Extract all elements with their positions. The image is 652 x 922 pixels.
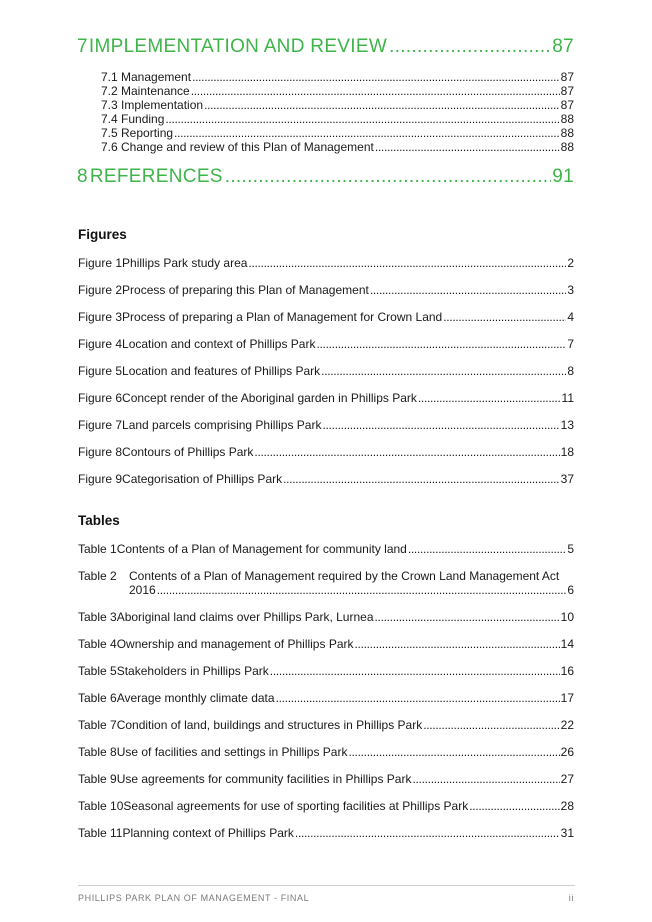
dot-leader <box>355 637 560 651</box>
dot-leader <box>321 364 566 378</box>
figure-label: Figure 9 <box>78 472 123 486</box>
subsection-page: 88 <box>560 112 574 126</box>
chapter-title: REFERENCES <box>89 166 223 187</box>
subsection-page: 87 <box>560 84 574 98</box>
dot-leader <box>375 140 560 154</box>
figure-title: Process of preparing this Plan of Management <box>122 283 369 297</box>
dot-leader <box>412 772 559 786</box>
figure-title: Location and features of Phillips Park <box>122 364 321 378</box>
figure-title: Land parcels comprising Phillips Park <box>122 418 322 432</box>
table-page: 16 <box>560 664 574 678</box>
figure-title: Contours of Phillips Park <box>122 445 254 459</box>
table-entry[interactable] <box>78 691 574 705</box>
table-entry[interactable] <box>78 772 574 786</box>
subsection-page: 88 <box>560 126 574 140</box>
table-title: Use agreements for community facilities in Phillips Park <box>116 772 412 786</box>
dot-leader <box>283 472 560 486</box>
figure-title: Phillips Park study area <box>122 256 248 270</box>
subsection-page: 88 <box>560 140 574 154</box>
table-label: Table 3 <box>78 610 117 624</box>
footer-page-number: ii <box>568 893 574 903</box>
figure-label: Figure 3 <box>78 310 123 324</box>
table-page: 31 <box>560 826 574 840</box>
subsection-label: 7.6 Change and review of this Plan of Management <box>101 140 374 154</box>
table-title: Seasonal agreements for use of sporting facilities at Phillips Park <box>123 799 469 813</box>
figure-page: 18 <box>560 445 574 459</box>
chapter-number: 8 <box>77 166 88 187</box>
tables-heading: Tables <box>78 513 120 528</box>
dot-leader <box>389 36 551 58</box>
table-label: Table 9 <box>78 772 117 786</box>
table-title: Aboriginal land claims over Phillips Park, Lurnea <box>116 610 374 624</box>
table-page: 17 <box>560 691 574 705</box>
subsection-page: 87 <box>560 70 574 84</box>
figure-label: Figure 6 <box>78 391 123 405</box>
dot-leader <box>322 418 559 432</box>
table-entry[interactable] <box>78 799 574 813</box>
table-entry[interactable] <box>78 718 574 732</box>
table-entry[interactable] <box>78 745 574 759</box>
figure-entry[interactable] <box>78 418 574 432</box>
table-page: 10 <box>560 610 574 624</box>
table-label: Table 11 <box>78 826 123 840</box>
subsection-label: 7.5 Reporting <box>101 126 174 140</box>
toc-chapter-7[interactable] <box>77 36 574 58</box>
figure-entry[interactable] <box>78 256 574 270</box>
figures-heading: Figures <box>78 227 127 242</box>
figure-label: Figure 2 <box>78 283 123 297</box>
figure-label: Figure 1 <box>78 256 123 270</box>
dot-leader <box>408 542 566 556</box>
figure-page: 13 <box>560 418 574 432</box>
table-entry[interactable] <box>78 569 574 583</box>
figure-title: Process of preparing a Plan of Management for Crown Land <box>122 310 443 324</box>
table-page: 6 <box>567 583 574 597</box>
subsection-page: 87 <box>560 98 574 112</box>
footer-divider <box>78 885 575 886</box>
dot-leader <box>174 126 560 140</box>
dot-leader <box>191 84 560 98</box>
table-title: Stakeholders in Phillips Park <box>116 664 269 678</box>
dot-leader <box>469 799 559 813</box>
dot-leader <box>276 691 560 705</box>
dot-leader <box>270 664 560 678</box>
table-title: Condition of land, buildings and structures in Phillips Park <box>116 718 423 732</box>
table-page: 5 <box>567 542 574 556</box>
table-title: Average monthly climate data <box>116 691 275 705</box>
table-title: Ownership and management of Phillips Park <box>116 637 354 651</box>
dot-leader <box>254 445 559 459</box>
table-label: Table 6 <box>78 691 117 705</box>
figure-label: Figure 5 <box>78 364 123 378</box>
table-label: Table 2 <box>78 569 117 583</box>
figure-entry[interactable] <box>78 364 574 378</box>
figure-title: Location and context of Phillips Park <box>122 337 316 351</box>
figure-label: Figure 8 <box>78 445 123 459</box>
dot-leader <box>348 745 559 759</box>
dot-leader <box>192 70 560 84</box>
chapter-title: IMPLEMENTATION AND REVIEW <box>88 36 388 57</box>
table-label: Table 7 <box>78 718 117 732</box>
figure-page: 11 <box>561 391 574 405</box>
table-page: 14 <box>560 637 574 651</box>
dot-leader <box>248 256 566 270</box>
dot-leader <box>204 98 560 112</box>
table-label: Table 4 <box>78 637 117 651</box>
table-entry-continuation[interactable] <box>129 583 574 597</box>
toc-chapter-8[interactable] <box>77 166 574 188</box>
toc-subsection[interactable] <box>101 112 574 126</box>
table-label: Table 5 <box>78 664 117 678</box>
table-page: 22 <box>560 718 574 732</box>
table-page: 27 <box>560 772 574 786</box>
dot-leader <box>443 310 566 324</box>
toc-subsection[interactable] <box>101 140 574 154</box>
subsection-label: 7.1 Management <box>101 70 192 84</box>
table-label: Table 1 <box>78 542 117 556</box>
table-title: Use of facilities and settings in Phillips Park <box>116 745 348 759</box>
table-label: Table 10 <box>78 799 124 813</box>
subsection-label: 7.4 Funding <box>101 112 165 126</box>
table-entry[interactable] <box>78 826 574 840</box>
dot-leader <box>418 391 561 405</box>
figure-page: 7 <box>567 337 574 351</box>
dot-leader <box>225 166 552 188</box>
figure-entry[interactable] <box>78 445 574 459</box>
table-title: Contents of a Plan of Management for community land <box>116 542 407 556</box>
figure-entry[interactable] <box>78 310 574 324</box>
toc-subsection[interactable] <box>101 70 574 84</box>
table-page: 26 <box>560 745 574 759</box>
dot-leader <box>295 826 560 840</box>
chapter-page: 87 <box>552 36 574 57</box>
table-title-continued: 2016 <box>129 583 156 597</box>
dot-leader <box>157 583 567 597</box>
footer-document-title: PHILLIPS PARK PLAN OF MANAGEMENT - FINAL <box>78 893 310 903</box>
subsection-label: 7.3 Implementation <box>101 98 204 112</box>
table-title: Contents of a Plan of Management required by the Crown Land Management Act <box>129 569 560 583</box>
figure-entry[interactable] <box>78 337 574 351</box>
dot-leader <box>375 610 560 624</box>
dot-leader <box>423 718 559 732</box>
dot-leader <box>370 283 566 297</box>
toc-subsection[interactable] <box>101 84 574 98</box>
dot-leader <box>165 112 559 126</box>
figure-title: Categorisation of Phillips Park <box>122 472 283 486</box>
table-entry[interactable] <box>78 542 574 556</box>
figure-page: 2 <box>567 256 574 270</box>
figure-page: 4 <box>567 310 574 324</box>
subsection-label: 7.2 Maintenance <box>101 84 190 98</box>
table-label: Table 8 <box>78 745 117 759</box>
table-entry[interactable] <box>78 664 574 678</box>
table-page: 28 <box>560 799 574 813</box>
dot-leader <box>316 337 566 351</box>
figure-page: 3 <box>567 283 574 297</box>
table-title: Planning context of Phillips Park <box>122 826 294 840</box>
figure-page: 8 <box>567 364 574 378</box>
chapter-page: 91 <box>552 166 574 187</box>
figure-page: 37 <box>560 472 574 486</box>
chapter-number: 7 <box>77 36 88 57</box>
toc-subsection[interactable] <box>101 126 574 140</box>
figure-entry[interactable] <box>78 472 574 486</box>
figure-label: Figure 7 <box>78 418 123 432</box>
figure-entry[interactable] <box>78 283 574 297</box>
toc-subsection[interactable] <box>101 98 574 112</box>
figure-entry[interactable] <box>78 391 574 405</box>
figure-label: Figure 4 <box>78 337 123 351</box>
table-entry[interactable] <box>78 637 574 651</box>
figure-title: Concept render of the Aboriginal garden in Phillips Park <box>122 391 417 405</box>
table-entry[interactable] <box>78 610 574 624</box>
